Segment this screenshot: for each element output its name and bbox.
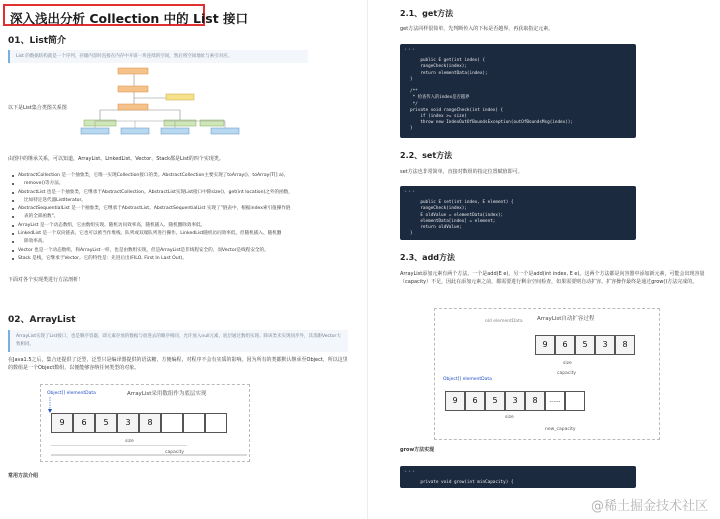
diagram-title: ArrayList自动扩容过程 [537, 316, 595, 322]
array-cell: 5 [575, 335, 595, 355]
array-cell: 8 [615, 335, 635, 355]
get-method-text: get方法同样很简单，先判断传入的下标是否越界，再获取指定元素。 [400, 26, 554, 32]
section-heading-list-intro: 01、List简介 [8, 36, 67, 46]
section-heading-get: 2.1、get方法 [400, 9, 454, 18]
column-divider [367, 0, 368, 519]
array-cell: 6 [73, 413, 95, 433]
size-label: size [505, 415, 514, 420]
list-impl-diagram [75, 118, 245, 140]
array-cell: ...... [545, 391, 565, 411]
code-text: public E set(int index, E element) { rangeCheck(index); E oldValue = elementData(index); elementData[index] = element; return oldValue; } [410, 200, 514, 237]
arraylist-generics-text: 在Java1.5之后，集合还提供了泛型，泛型只是编译器提供的语法糖，方便编程，对程序不会有实质的影响。因为所有的类都默认继承至Object，所以这里的数组是一个Object数组，以便能够容纳任何类型的对象。 [8, 357, 348, 371]
array-cell: 8 [525, 391, 545, 411]
class-diagram-caption: 以下是List集合类图关系图 [8, 105, 67, 111]
section-heading-set: 2.2、set方法 [400, 151, 453, 160]
set-code-block [400, 186, 636, 240]
article-title: 深入浅出分析 Collection 中的 List 接口 [10, 11, 249, 26]
array-cell-empty [565, 391, 585, 411]
old-element-data-label: old elementData [485, 319, 523, 324]
article-title-box [3, 4, 249, 26]
array-cell: 9 [535, 335, 555, 355]
list-methods-lead: 下面对各个实现类进行方法剖析！ [8, 277, 84, 283]
arraylist-quote: ArrayList实现了List接口，也是顺序容器，即元素存放的数据与放进去的顺序相同，允许放入null元素，底层通过数组实现。除该类未实现同步外，其余跟Vector大致相同。 [8, 330, 348, 352]
array-cell: 9 [51, 413, 73, 433]
set-method-text: set方法也非常简单，直接对数组的指定位置赋值即可。 [400, 169, 523, 175]
impl-class-list [10, 172, 356, 263]
list-impl-intro: 由图中的继承关系，可以知道，ArrayList、LinkedList、Vector、Stack都是List的四个实现类。 [8, 156, 224, 162]
list-item: AbstractList 也是一个抽象类，它继承于AbstractCollection。AbstractList实现List接口中除size()、get(int location)之外的函数， [10, 189, 356, 197]
watermark: @稀土掘金技术社区 [590, 499, 708, 514]
list-item: 除效率高。 [10, 238, 356, 246]
code-window-dots-icon: ••• [404, 189, 417, 195]
list-item: 表的全部函数"。 [10, 213, 356, 221]
size-label: size [563, 361, 572, 366]
common-methods-heading: 常用方法介绍 [8, 473, 39, 479]
code-text: public E get(int index) { rangeCheck(index); return elementData(index); } /** * 检查传入的index是否越界 */ private void rangeCheck(int index) { if (index >= size) throw new IndexOutOfBoundsException(outOfBoundsMsg(index)); } [410, 58, 573, 132]
section-heading-arraylist: 02、ArrayList [8, 315, 76, 325]
array-cell: 9 [445, 391, 465, 411]
array-cell: 8 [139, 413, 161, 433]
new-capacity-label: new_capacity [545, 427, 576, 432]
add-method-text: ArrayList添加元素有两个方法，一个是add(E e)，另一个是add(int index, E e)。这两个方法都是向容器中添加新元素，可能会出现容量（capacity）不足，因此在添加元素之前，都需要进行剩余空间检查，如果需要则自动扩容。扩容操作最终是通过grow()方法完成的。 [400, 271, 705, 285]
array-cell: 6 [465, 391, 485, 411]
new-element-data-label: Object[] elementData [443, 377, 492, 382]
array-cell-empty [183, 413, 205, 433]
array-cell-empty [205, 413, 227, 433]
list-item: Vector 也是一个动态数组，和ArrayList一样，也是由数组实现。但是ArrayList是非线程安全的，而Vector是线程安全的。 [10, 247, 356, 255]
array-cell-empty [161, 413, 183, 433]
capacity-label: capacity [165, 450, 184, 455]
list-item: AbstractCollection 是一个抽象类，它唯一实现Collection接口的类。AbstractCollection主要实现了toArray()、toArray(T[] a)、 [10, 172, 356, 180]
list-item: ArrayList 是一个动态数组，它由数组实现。随机访问效率高，随机插入、随机删除效率低。 [10, 222, 356, 230]
code-text: private void grow(int minCapacity) { [420, 480, 514, 486]
size-label: size [125, 439, 134, 444]
array-cell: 5 [95, 413, 117, 433]
array-cell: 5 [485, 391, 505, 411]
section-heading-add: 2.3、add方法 [400, 253, 456, 262]
size-capacity-brackets [51, 445, 251, 459]
code-window-dots-icon: ••• [404, 469, 417, 475]
array-cell: 3 [117, 413, 139, 433]
list-item: LinkedList 是一个双向链表。它也可以被当作堆栈、队列或双端队列进行操作。LinkedList随机访问效率低，但随机插入、随机删 [10, 230, 356, 238]
list-item: 比如特定迭代器ListIterator。 [10, 197, 356, 205]
array-cell: 3 [595, 335, 615, 355]
list-item: remove()等方法。 [10, 180, 356, 188]
element-data-label: Object[] elementData [47, 391, 96, 396]
list-item: AbstractSequentialList 是一个抽象类，它继承于AbstractList。AbstractSequentialList 实现了"链表中，根据index索引值操作链 [10, 205, 356, 213]
capacity-label: capacity [557, 371, 576, 376]
array-cell: 6 [555, 335, 575, 355]
arraylist-array-diagram [40, 384, 250, 462]
list-intro-quote: List 的数据结构就是一个序列，存储内容时直接在内存中开辟一块连续的空间，然后将空间地址与索引对应。 [8, 50, 308, 63]
array-cell: 3 [505, 391, 525, 411]
grow-method-heading: grow方法实现 [400, 447, 435, 453]
list-item: Stack 是栈，它继承于Vector。它的特性是：先进后出(FILO, First In Last Out)。 [10, 255, 356, 263]
get-code-block [400, 44, 636, 138]
diagram-title: ArrayList采用数组作为底层实现 [127, 391, 207, 397]
grow-code-block [400, 466, 636, 488]
arraylist-grow-diagram [434, 308, 660, 440]
code-window-dots-icon: ••• [404, 47, 417, 53]
